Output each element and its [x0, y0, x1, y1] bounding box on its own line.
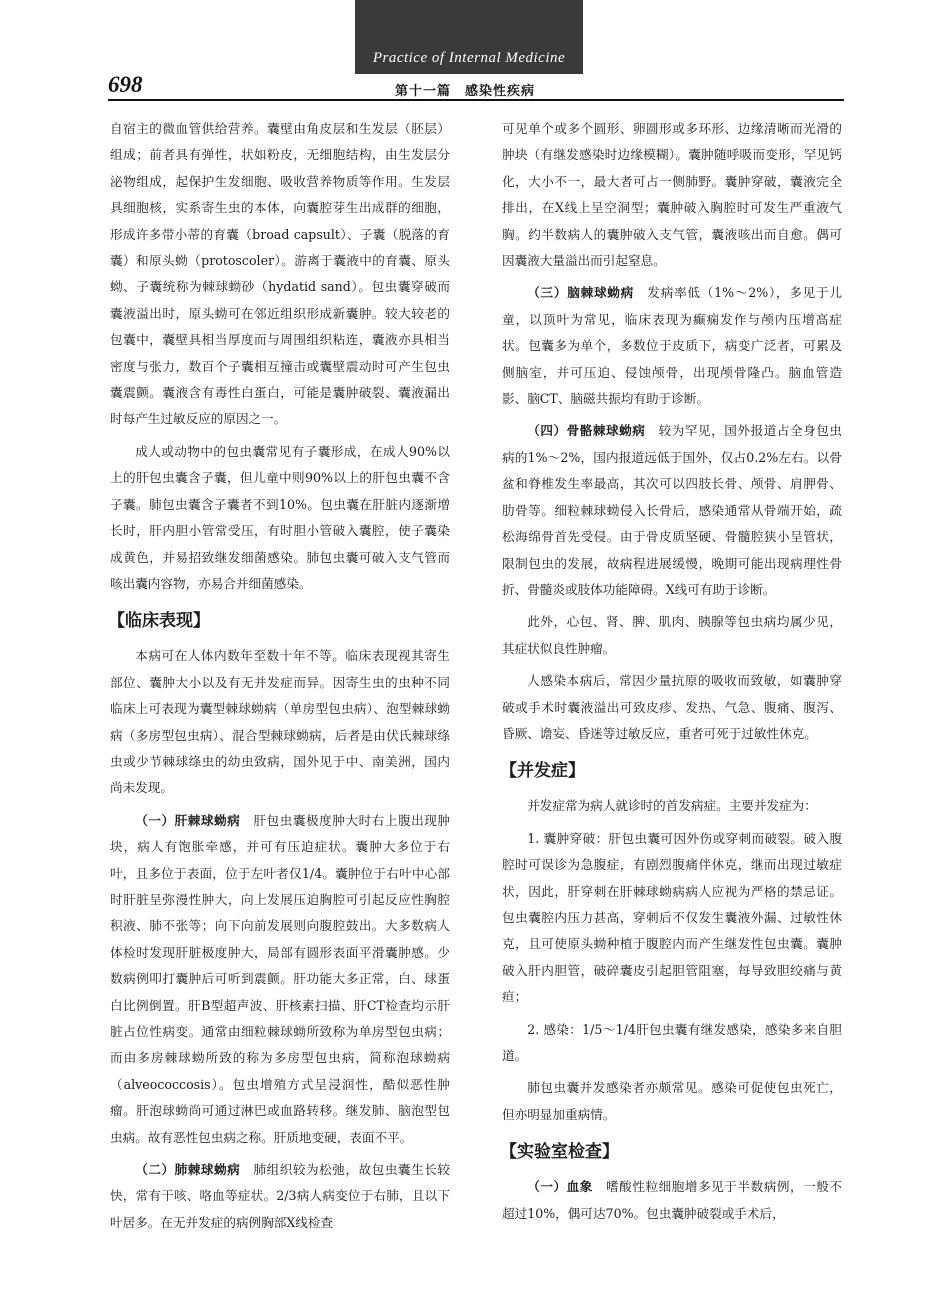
- list-item: 2. 感染：1/5～1/4肝包虫囊有继发感染，感染多来自胆道。: [502, 1021, 842, 1063]
- paragraph: 本病可在人体内数年至数十年不等。临床表现视其寄生部位、囊肿大小以及有无并发症而异。因寄生虫的虫种不同临床上可表现为囊型棘球蚴病（单房型包虫病）、泡型棘球蚴病（多房型包虫病）、混合型棘球蚴病，后者是由伏氏棘球绦虫或少节棘球绦虫的幼虫致病，国外见于中、南美洲，国内尚未发现。: [110, 648, 450, 796]
- left-column: [110, 116, 450, 1242]
- subsection-title: （四）骨骼棘球蚴病: [527, 423, 646, 439]
- paragraph: 成人或动物中的包虫囊常见有子囊形成，在成人90%以上的肝包虫囊含子囊，但儿童中则90%以上的肝包虫囊不含子囊。肺包虫囊含子囊者不到10%。包虫囊在肝脏内逐渐增长时，肝内胆小管常受压，有时胆小管破入囊腔，使子囊染成黄色，并易招致继发细菌感染。肺包虫囊可破入支气管而咳出囊内容物，亦易合并细菌感染。: [110, 443, 450, 591]
- subsection-blood: [502, 1174, 842, 1227]
- subsection-brain: [502, 280, 842, 412]
- header-rule: [108, 99, 844, 101]
- paragraph: 可见单个或多个圆形、卵圆形或多环形、边缘清晰而光滑的肿块（有继发感染时边缘模糊）。囊肿随呼吸而变形，罕见钙化，大小不一，最大者可占一侧肺野。囊肿穿破，囊液完全排出，在X线上呈空洞型；囊肿破入胸腔时可发生严重液气胸。约半数病人的囊肿破入支气管，囊液咳出而自愈。偶可因囊液大量溢出而引起窒息。: [502, 121, 842, 269]
- list-item: 1. 囊肿穿破：肝包虫囊可因外伤或穿刺而破裂。破入腹腔时可误诊为急腹症，有剧烈腹痛伴休克，继而出现过敏症状，因此，肝穿刺在肝棘球蚴病病人应视为严格的禁忌证。包虫囊腔内压力甚高，穿刺后不仅发生囊液外漏、过敏性休克，且可使原头蚴种植于腹腔内而产生继发性包虫囊。囊肿破入肝内胆管，破碎囊皮引起胆管阻塞，每导致胆绞痛与黄疸；: [502, 830, 842, 1005]
- journal-banner: [355, 0, 583, 74]
- subsection-bone: [502, 418, 842, 603]
- subsection-liver: [110, 808, 450, 1151]
- subsection-text: 发病率低（1%～2%），多见于儿童，以顶叶为常见，临床表现为癫痫发作与颅内压增高症状。包囊多为单个，多数位于皮质下，病变广泛者，可累及侧脑室，并可压迫、侵蚀颅骨，出现颅骨隆凸。脑血管造影、脑CT、脑磁共振均有助于诊断。: [502, 285, 842, 407]
- subsection-lung: [110, 1157, 450, 1236]
- subsection-title: （一）血象: [527, 1179, 593, 1195]
- paragraph: 肺包虫囊并发感染者亦颇常见。感染可促使包虫死亡，但亦明显加重病情。: [502, 1080, 842, 1122]
- paragraph: 此外，心包、肾、脾、肌肉、胰腺等包虫病均属少见，其症状似良性肿瘤。: [502, 614, 842, 656]
- paragraph: 人感染本病后，常因少量抗原的吸收而致敏，如囊肿穿破或手术时囊液溢出可致皮疹、发热、气急、腹痛、腹泻、昏厥、谵妄、昏迷等过敏反应，重者可死于过敏性休克。: [502, 673, 842, 741]
- subsection-text: 较为罕见，国外报道占全身包虫病的1%～2%，国内报道远低于国外，仅占0.2%左右。以骨盆和脊椎发生率最高，其次可以四肢长骨、颅骨、肩胛骨、肋骨等。细粒棘球蚴侵入长骨后，感染通常从骨端开始，疏松海绵骨首先受侵。由于骨皮质坚硬、骨髓腔狭小呈管状，限制包虫的发展，故病程进展缓慢，晚期可能出现病理性骨折、骨髓炎或肢体功能障碍。X线可有助于诊断。: [502, 423, 843, 597]
- subsection-title: （三）脑棘球蚴病: [527, 285, 634, 301]
- subsection-text: 嗜酸性粒细胞增多见于半数病例，一般不超过10%，偶可达70%。包虫囊肿破裂或手术后，: [502, 1179, 843, 1221]
- subsection-title: （二）肺棘球蚴病: [135, 1162, 241, 1178]
- paragraph: 自宿主的微血管供给营养。囊壁由角皮层和生发层（胚层）组成；前者具有弹性，状如粉皮，无细胞结构，由生发层分泌物组成，起保护生发细胞、吸收营养物质等作用。生发层具细胞核，实系寄生虫的本体，向囊腔芽生出成群的细胞，形成许多带小蒂的育囊（broad capsult）、子囊（脱落的育囊）和原头蚴（protoscoler）。游离于囊液中的育囊、原头蚴、子囊统称为棘球蚴砂（hydatid sand）。包虫囊穿破而囊液溢出时，原头蚴可在邻近组织形成新囊肿。较大较老的包囊中，囊壁具相当厚度而与周围组织粘连，囊液亦具相当密度与张力，数百个子囊相互撞击或囊壁震动时可产生包虫囊震颤。囊液含有毒性白蛋白，可能是囊肿破裂、囊液漏出时每产生过敏反应的原因之一。: [110, 121, 450, 427]
- heading-complication: 【并发症】: [500, 761, 585, 782]
- section-title: 第十一篇 感染性疾病: [395, 84, 536, 99]
- paragraph: 并发症常为病人就诊时的首发病症。主要并发症为：: [527, 798, 817, 814]
- heading-clinical: 【临床表现】: [108, 611, 210, 632]
- journal-title: Practice of Internal Medicine: [372, 50, 566, 66]
- subsection-text: 肝包虫囊极度肿大时右上腹出现肿块，病人有饱胀牵感，并可有压迫症状。囊肿大多位于右叶，且多位于表面，位于左叶者仅1/4。囊肿位于右叶中心部时肝脏呈弥漫性肿大，向上发展压迫胸腔可引起反应性胸腔积液、肺不张等；向下向前发展则向腹腔鼓出。大多数病人体检时发现肝脏极度肿大，局部有圆形表面平滑囊肿感。少数病例叩打囊肿后可听到震颤。肝功能大多正常，白、球蛋白比例倒置。肝B型超声波、肝核素扫描、肝CT检查均示肝脏占位性病变。通常由细粒棘球蚴所致称为单房型包虫病；而由多房棘球蚴所致的称为多房型包虫病，简称泡球蚴病（alveococcosis）。包虫增殖方式呈浸润性，酷似恶性肿瘤。肝泡球蚴尚可通过淋巴或血路转移。继发肺、脑泡型包虫病。故有恶性包虫病之称。肝质地变硬，表面不平。: [110, 812, 451, 1145]
- page-number: 698: [108, 72, 143, 97]
- heading-lab: 【实验室检查】: [500, 1142, 619, 1163]
- subsection-text: 肺组织较为松弛，故包虫囊生长较快，常有干咳、咯血等症状。2/3病人病变位于右肺，且以下叶居多。在无并发症的病例胸部X线检查: [110, 1162, 451, 1230]
- right-column: [502, 116, 842, 1233]
- subsection-title: （一）肝棘球蚴病: [135, 812, 241, 828]
